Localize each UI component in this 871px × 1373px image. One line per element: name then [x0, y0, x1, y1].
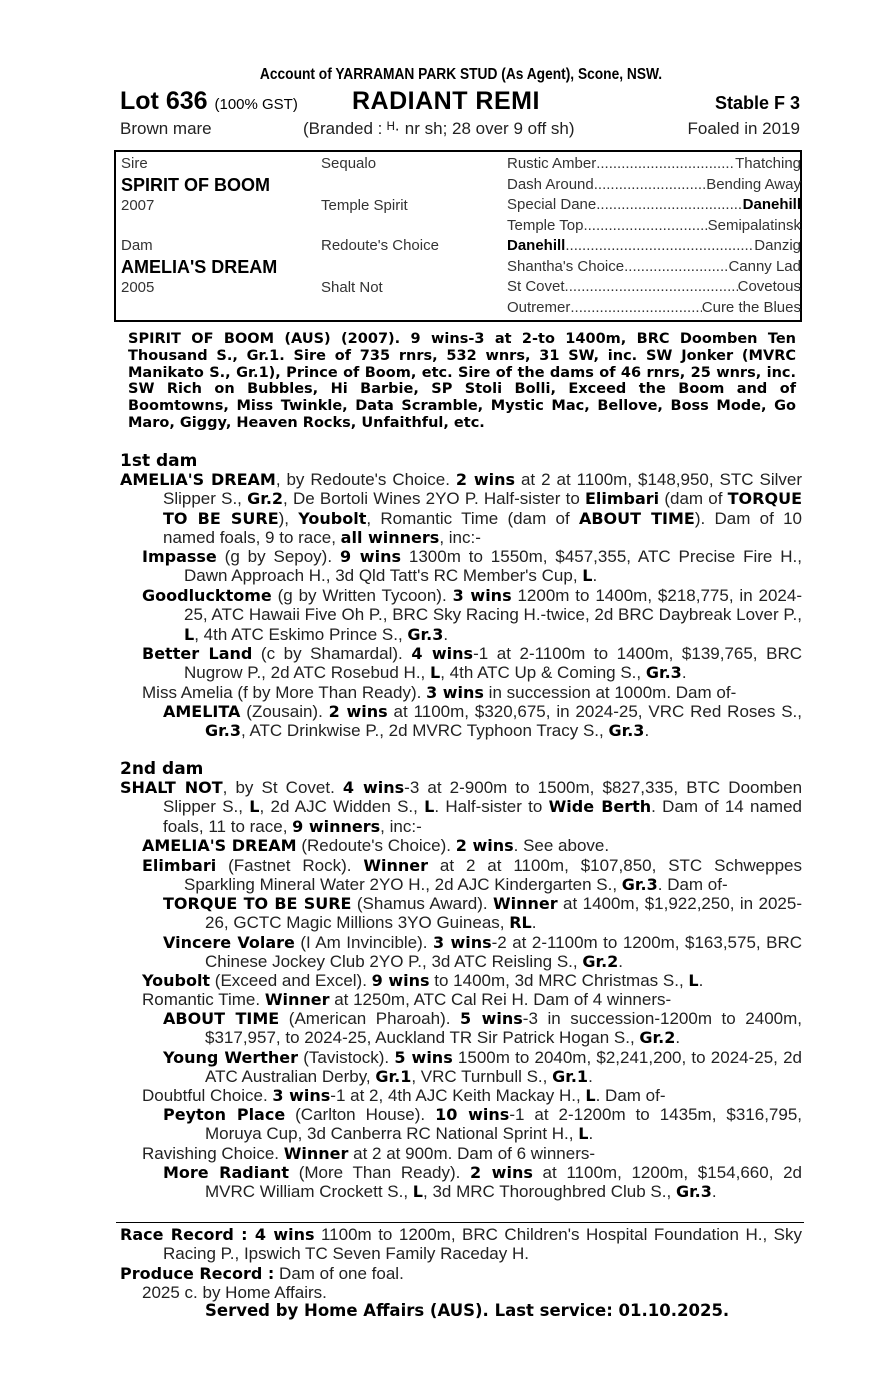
ancestor-sire: Canny Lad — [728, 257, 801, 275]
ancestor-sire: Cure the Blues — [701, 298, 801, 316]
leader-dots — [596, 154, 735, 174]
pedigree-entry: ABOUT TIME (American Pharoah). 5 wins-3 in succession-1200m to 2400m, $317,957, to 2024-25, Auckland TR Sir Patrick Hogan S., Gr.2. — [163, 1009, 803, 1048]
ancestor-row — [507, 236, 801, 256]
leader-dots — [570, 298, 701, 318]
brand-info: (Branded : ᴴ· nr sh; 28 over 9 off sh) — [303, 119, 575, 138]
pedigree-entry: Young Werther (Tavistock). 5 wins 1500m to 2040m, $2,241,200, to 2024-25, 2d ATC Australian Derby, Gr.1, VRC Turnbull S., Gr.1. — [163, 1048, 803, 1087]
ancestor-sire: Thatching — [735, 155, 801, 172]
ancestor-dam: Danehill — [507, 237, 566, 254]
leader-dots — [594, 175, 706, 195]
pedigree-entry: Romantic Time. Winner at 1250m, ATC Cal Rei H. Dam of 4 winners- — [142, 990, 672, 1009]
ancestor-sire: Covetous — [737, 278, 801, 295]
pedigree-entry: TORQUE TO BE SURE (Shamus Award). Winner at 1400m, $1,922,250, in 2025-26, GCTC Magic Millions 3YO Guineas, RL. — [163, 894, 802, 933]
ancestor-dam: St Covet — [507, 278, 565, 295]
dam-year: 2005 — [121, 279, 155, 296]
pedigree-entry: SHALT NOT, by St Covet. 4 wins-3 at 2-900m to 1500m, $827,335, BTC Doomben Slipper S., L, 2d AJC Widden S., L. Half-sister to Wide Berth. Dam of 14 named foals, 11 to race, 9 winners, inc:- — [120, 778, 803, 836]
ancestor-row — [507, 298, 801, 318]
pedigree-entry: AMELIA'S DREAM (Redoute's Choice). 2 wins. See above. — [142, 836, 610, 855]
ancestor-dam: Special Dane — [507, 196, 597, 213]
sire-label: Sire — [121, 155, 148, 172]
leader-dots — [624, 257, 728, 277]
ancestor-dam: Temple Top — [507, 216, 584, 234]
ancestor-row — [507, 277, 801, 297]
horse-name: RADIANT REMI — [352, 87, 540, 115]
horse-description: Brown mare — [120, 119, 212, 138]
second-dam-heading: 2nd dam — [120, 759, 204, 779]
pedigree-entry: Impasse (g by Sepoy). 9 wins 1300m to 1550m, $457,355, ATC Precise Fire H., Dawn Approach H., 3d Qld Tatt's RC Member's Cup, L. — [142, 547, 802, 586]
leader-dots — [596, 195, 742, 215]
leader-dots — [583, 216, 707, 236]
produce-item: 2025 c. by Home Affairs. — [142, 1283, 327, 1302]
pedigree-entry: Elimbari (Fastnet Rock). Winner at 2 at 1100m, $107,850, STC Schweppes Sparkling Mineral Water 2YO H., 2d AJC Kindergarten S., Gr.3. Dam of- — [142, 856, 802, 895]
ancestor-dam: Shantha's Choice — [507, 257, 625, 275]
pedigree-entry: Vincere Volare (I Am Invincible). 3 wins-2 at 2-1100m to 1200m, $163,575, BRC Chinese Jockey Club 2YO P., 3d ATC Reisling S., Gr.2. — [163, 933, 802, 972]
ancestor-sire: Bending Away — [706, 175, 801, 193]
ancestor-row — [507, 216, 801, 236]
ancestor-sire: Danzig — [754, 237, 801, 254]
records-divider — [116, 1222, 804, 1223]
leader-dots — [565, 236, 754, 256]
pedigree-entry: More Radiant (More Than Ready). 2 wins at 1100m, 1200m, $154,660, 2d MVRC William Crockett S., L, 3d MRC Thoroughbred Club S., Gr.3. — [163, 1163, 803, 1202]
pedigree-entry: AMELIA'S DREAM, by Redoute's Choice. 2 wins at 2 at 1100m, $148,950, STC Silver Slipper S., Gr.2, De Bortoli Wines 2YO P. Half-sister to Elimbari (dam of TORQUE TO BE SURE), Youbolt, Romantic Time (dam of ABOUT TIME). Dam of 10 named foals, 9 to race, all winners, inc:- — [120, 470, 803, 548]
dam-dam: Shalt Not — [321, 279, 383, 296]
pedigree-entry: Peyton Place (Carlton House). 10 wins-1 at 2-1200m to 1435m, $316,795, Moruya Cup, 3d Canberra RC National Sprint H., L. — [163, 1105, 802, 1144]
sire-sire: Sequalo — [321, 155, 377, 172]
ancestor-row — [507, 195, 801, 215]
sire-name: SPIRIT OF BOOM — [121, 175, 271, 195]
leader-dots — [565, 277, 738, 297]
pedigree-entry: Doubtful Choice. 3 wins-1 at 2, 4th AJC Keith Mackay H., L. Dam of- — [142, 1086, 666, 1105]
ancestor-dam: Outremer — [507, 298, 571, 316]
sire-summary: SPIRIT OF BOOM (AUS) (2007). 9 wins-3 at 2-to 1400m, BRC Doomben Ten Thousand S., Gr.1. Sire of 735 rnrs, 532 wnrs, 31 SW, inc. SW Jonker (MVRC Manikato S., Gr.1), Prince of Boom, etc. Sire of the dams of 46 rnrs, 25 wnrs, inc. SW Rich on Bubbles, Hi Barbie, SP Stoli Bolli, Exceed the Boom and of Boomtowns, Miss Twinkle, Data Scramble, Mystic Mac, Bellove, Boss Mode, Go Maro, Giggy, Heaven Rocks, Unfaithful, etc. — [128, 331, 796, 431]
served-by: Served by Home Affairs (AUS). Last service: 01.10.2025. — [205, 1301, 730, 1320]
pedigree-entry: Goodlucktome (g by Written Tycoon). 3 wins 1200m to 1400m, $218,775, in 2024-25, ATC Hawaii Five Oh P., BRC Sky Racing H.-twice, 2d BRC Daybreak Lover P., L, 4th ATC Eskimo Prince S., Gr.3. — [142, 586, 802, 644]
ancestor-row — [507, 257, 801, 277]
pedigree-entry: Youbolt (Exceed and Excel). 9 wins to 1400m, 3d MRC Christmas S., L. — [142, 971, 704, 990]
dam-sire: Redoute's Choice — [321, 237, 439, 254]
account-line: Account of YARRAMAN PARK STUD (As Agent), Scone, NSW. — [259, 66, 663, 83]
ancestor-sire: Danehill — [742, 196, 801, 213]
lot-label: Lot 636 — [120, 87, 208, 115]
ancestor-sire: Semipalatinsk — [707, 216, 801, 234]
dam-label: Dam — [121, 237, 153, 254]
pedigree-entry: Better Land (c by Shamardal). 4 wins-1 at 2-1100m to 1400m, $139,765, BRC Nugrow P., 2d ATC Rosebud H., L, 4th ATC Up & Coming S., Gr.3. — [142, 644, 802, 683]
dam-name: AMELIA'S DREAM — [121, 257, 278, 277]
lot-number — [120, 87, 298, 116]
foaled-year: Foaled in 2019 — [687, 119, 800, 138]
ancestor-dam: Dash Around — [507, 175, 594, 193]
sire-dam: Temple Spirit — [321, 197, 408, 214]
pedigree-table — [114, 150, 802, 322]
pedigree-entry: AMELITA (Zousain). 2 wins at 1100m, $320,675, in 2024-25, VRC Red Roses S., Gr.3, ATC Drinkwise P., 2d MVRC Typhoon Tracy S., Gr.3. — [163, 702, 802, 741]
gst-note: (100% GST) — [214, 96, 298, 113]
pedigree-entry: Miss Amelia (f by More Than Ready). 3 wins in succession at 1000m. Dam of- — [142, 683, 737, 702]
produce-record: Produce Record : Dam of one foal. — [120, 1264, 404, 1283]
sire-year: 2007 — [121, 197, 155, 214]
ancestor-dam: Rustic Amber — [507, 155, 597, 172]
ancestor-row — [507, 175, 801, 195]
stable-label: Stable F 3 — [714, 93, 800, 113]
race-record: Race Record : 4 wins 1100m to 1200m, BRC Children's Hospital Foundation H., Sky Racing P., Ipswich TC Seven Family Raceday H. — [120, 1225, 802, 1264]
ancestor-row — [507, 154, 801, 174]
first-dam-heading: 1st dam — [120, 451, 198, 471]
pedigree-entry: Ravishing Choice. Winner at 2 at 900m. Dam of 6 winners- — [142, 1144, 596, 1163]
